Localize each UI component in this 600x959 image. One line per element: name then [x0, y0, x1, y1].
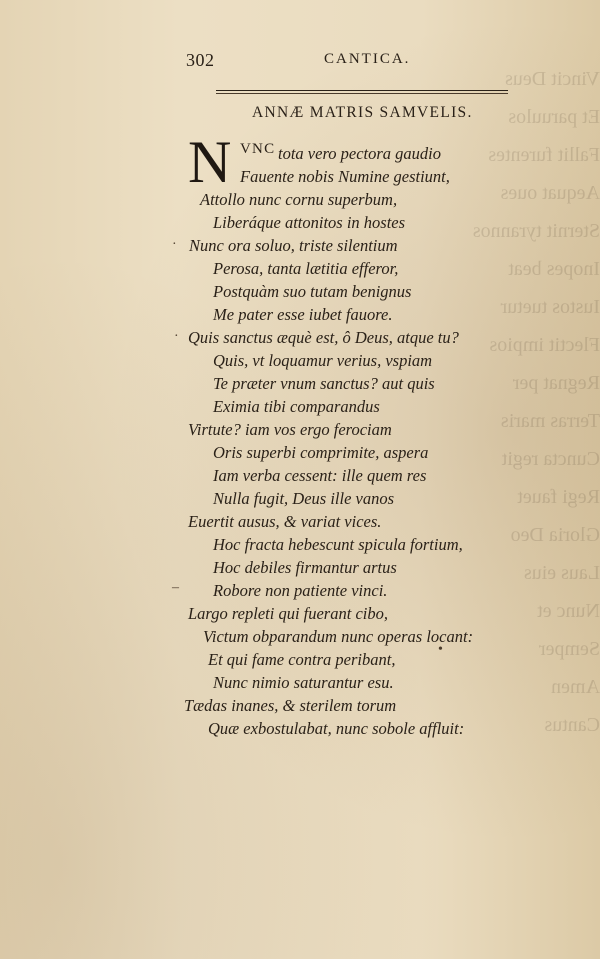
- section-title: ANNÆ MATRIS SAMVELIS.: [252, 104, 473, 121]
- verse-line: Perosa, tanta lætitia efferor,: [213, 259, 399, 278]
- margin-mark-dot: ·: [174, 329, 179, 344]
- verse-line: Liberáque attonitos in hostes: [213, 213, 406, 232]
- verse-line: Virtute? iam vos ergo ferociam: [188, 420, 392, 439]
- verse-line: Hoc fracta hebescunt spicula fortium,: [213, 535, 463, 554]
- verse-line: Iam verba cessent: ille quem res: [213, 466, 427, 485]
- margin-mark-dot: ·: [172, 237, 177, 252]
- margin-mark-dash: –: [172, 580, 179, 595]
- verse-line: Largo repleti qui fuerant cibo,: [188, 604, 388, 623]
- header-rule: [216, 90, 508, 91]
- verse-line: Et qui fame contra peribant,: [208, 650, 396, 669]
- page-header: [186, 50, 506, 74]
- verse-line: Te præter vnum sanctus? aut quis: [213, 374, 435, 393]
- verse-line: Quis, vt loquamur verius, vspiam: [213, 351, 433, 370]
- verse-line: Oris superbi comprimite, aspera: [213, 443, 429, 462]
- verse-line: Tædas inanes, & sterilem torum: [184, 696, 397, 715]
- running-head: CANTICA.: [324, 51, 411, 67]
- verse-line: Victum obparandum nunc operas locant:: [203, 627, 474, 646]
- verse-line: Euertit ausus, & variat vices.: [188, 512, 382, 531]
- verse-line: Me pater esse iubet fauore.: [213, 305, 393, 324]
- verse-line: Nunc nimio saturantur esu.: [213, 673, 394, 692]
- page-number: 302: [186, 50, 215, 70]
- verse-line: Nulla fugit, Deus ille vanos: [213, 489, 395, 508]
- verse-line: Eximia tibi comparandus: [213, 397, 380, 416]
- verse-line: Hoc debiles firmantur artus: [213, 558, 397, 577]
- verse-line: Attollo nunc cornu superbum,: [200, 190, 398, 209]
- first-word-smallcaps: VNC: [240, 141, 276, 157]
- header-rule-thin: [216, 93, 508, 94]
- verse-line: Quis sanctus æquè est, ô Deus, atque tu?: [188, 328, 459, 347]
- drop-cap: N: [188, 129, 232, 195]
- bleed-through-texture: Vincit Deus Et paruulos Fallit furentes Aequat oues Sternit tyrannos Inopes beat Iustos tuetur Flectit impios Regnat per Terras maris Cuncta regit Regi fauet Gloria Deo Laus eius Nunc et Semper Amen Cantus: [472, 68, 600, 736]
- verse-line: Fauente nobis Numine gestiunt,: [240, 167, 450, 186]
- verse-line: Quæ exbostulabat, nunc sobole affluit:: [208, 719, 465, 738]
- verse-line: Postquàm suo tutam benignus: [213, 282, 412, 301]
- verse-line: Nunc ora soluo, triste silentium: [189, 236, 398, 255]
- verse-line: Robore non patiente vinci.: [213, 581, 388, 600]
- margin-mark-dot: •: [438, 642, 443, 657]
- verse-line: tota vero pectora gaudio: [278, 144, 441, 163]
